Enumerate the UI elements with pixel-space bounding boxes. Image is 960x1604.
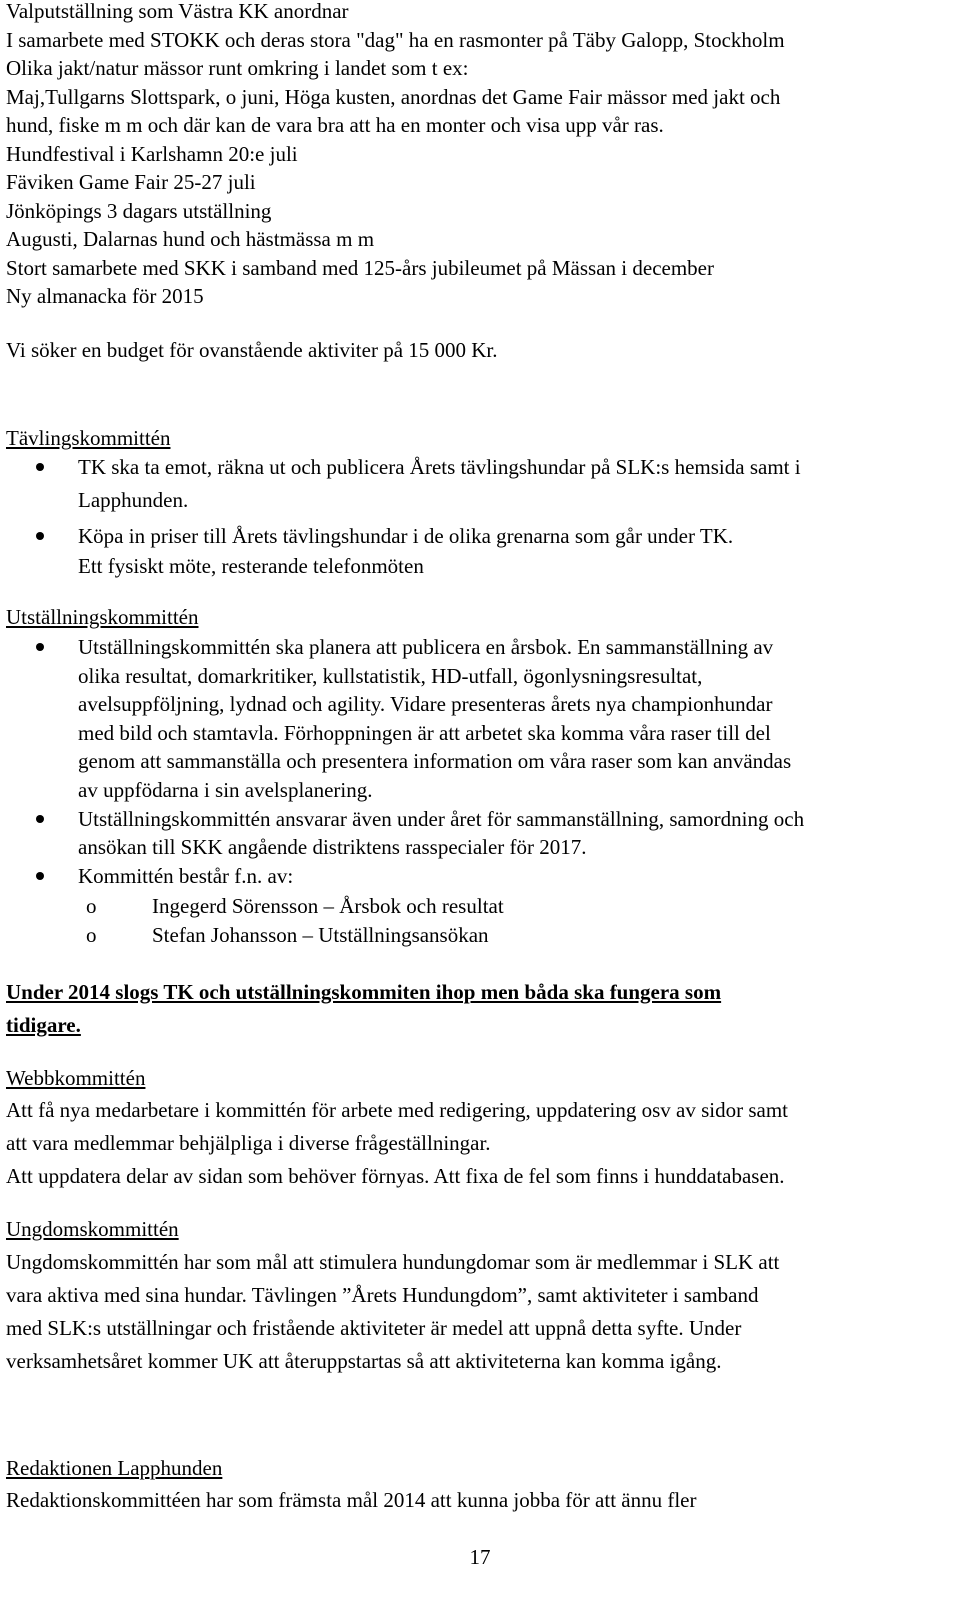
webb-line: att vara medlemmar behjälpliga i diverse frågeställningar. (6, 1131, 491, 1155)
webb-heading: Webbkommittén (6, 1066, 146, 1090)
tavling-bullet-line: Lapphunden. (78, 488, 189, 512)
utst-bullet-line: avelsuppföljning, lydnad och agility. Vidare presenteras årets nya championhundar (78, 692, 773, 716)
intro-line: Ny almanacka för 2015 (6, 284, 204, 308)
webb-line: Att uppdatera delar av sidan som behöver förnyas. Att fixa de fel som finns i hunddatabasen. (6, 1164, 785, 1188)
intro-line: Fäviken Game Fair 25-27 juli (6, 170, 256, 194)
intro-line: Maj,Tullgarns Slottspark, o juni, Höga kusten, anordnas det Game Fair mässor med jakt och (6, 85, 781, 109)
tavling-bullet-line: Köpa in priser till Årets tävlingshundar i de olika grenarna som går under TK. (78, 524, 734, 548)
bullet-icon (36, 463, 44, 471)
utst-heading: Utställningskommittén (6, 605, 199, 629)
ungdom-line: Ungdomskommittén har som mål att stimulera hundungdomar som är medlemmar i SLK att (6, 1250, 780, 1274)
utst-bullet-line: av uppfödarna i sin avelsplanering. (78, 778, 373, 802)
intro-line: Augusti, Dalarnas hund och hästmässa m m (6, 227, 375, 251)
ungdom-line: verksamhetsåret kommer UK att återuppstartas så att aktiviteterna kan komma igång. (6, 1349, 722, 1373)
utst-bullet-line: Kommittén består f.n. av: (78, 864, 294, 888)
tavling-bullet-line: TK ska ta emot, räkna ut och publicera Årets tävlingshundar på SLK:s hemsida samt i (78, 455, 801, 479)
sub-bullet-marker: o (86, 923, 97, 947)
utst-bullet-line: Utställningskommittén ansvarar även under året för sammanställning, samordning och (78, 807, 805, 831)
intro-line: Jönköpings 3 dagars utställning (6, 199, 272, 223)
ungdom-line: med SLK:s utställningar och fristående aktiviteter är medel att uppnå detta syfte. Under (6, 1316, 742, 1340)
tavling-heading: Tävlingskommittén (6, 426, 171, 450)
tavling-extra-line: Ett fysiskt möte, resterande telefonmöten (78, 554, 424, 578)
intro-line: I samarbete med STOKK och deras stora "dag" ha en rasmonter på Täby Galopp, Stockholm (6, 28, 785, 52)
utst-bullet-line: med bild och stamtavla. Förhoppningen är att arbetet ska komma våra raser till del (78, 721, 771, 745)
intro-line: Olika jakt/natur mässor runt omkring i landet som t ex: (6, 56, 469, 80)
budget-line: Vi söker en budget för ovanstående aktiviter på 15 000 Kr. (6, 338, 498, 362)
intro-line: Hundfestival i Karlshamn 20:e juli (6, 142, 298, 166)
merger-notice: tidigare. (6, 1013, 81, 1037)
committee-member: Ingegerd Sörensson – Årsbok och resultat (152, 894, 504, 918)
intro-line: Stort samarbete med SKK i samband med 125-års jubileumet på Mässan i december (6, 256, 714, 280)
sub-bullet-marker: o (86, 894, 97, 918)
committee-member: Stefan Johansson – Utställningsansökan (152, 923, 489, 947)
page-number: 17 (469, 1545, 491, 1569)
bullet-icon (36, 643, 44, 651)
utst-bullet-line: ansökan till SKK angående distriktens rasspecialer för 2017. (78, 835, 587, 859)
utst-bullet-line: Utställningskommittén ska planera att publicera en årsbok. En sammanställning av (78, 635, 774, 659)
intro-line: Valputställning som Västra KK anordnar (6, 0, 349, 23)
ungdom-heading: Ungdomskommittén (6, 1217, 179, 1241)
bullet-icon (36, 872, 44, 880)
utst-bullet-line: genom att sammanställa och presentera information om våra raser som kan användas (78, 749, 792, 773)
intro-line: hund, fiske m m och där kan de vara bra att ha en monter och visa upp vår ras. (6, 113, 664, 137)
merger-notice: Under 2014 slogs TK och utställningskommiten ihop men båda ska fungera som (6, 980, 722, 1004)
redaktion-heading: Redaktionen Lapphunden (6, 1456, 223, 1480)
webb-line: Att få nya medarbetare i kommittén för arbete med redigering, uppdatering osv av sidor samt (6, 1098, 788, 1122)
bullet-icon (36, 532, 44, 540)
ungdom-line: vara aktiva med sina hundar. Tävlingen ”Årets Hundungdom”, samt aktiviteter i samband (6, 1283, 759, 1307)
bullet-icon (36, 815, 44, 823)
redaktion-line: Redaktionskommittéen har som främsta mål 2014 att kunna jobba för att ännu fler (6, 1488, 697, 1512)
utst-bullet-line: olika resultat, domarkritiker, kullstatistik, HD-utfall, ögonlysningsresultat, (78, 664, 703, 688)
